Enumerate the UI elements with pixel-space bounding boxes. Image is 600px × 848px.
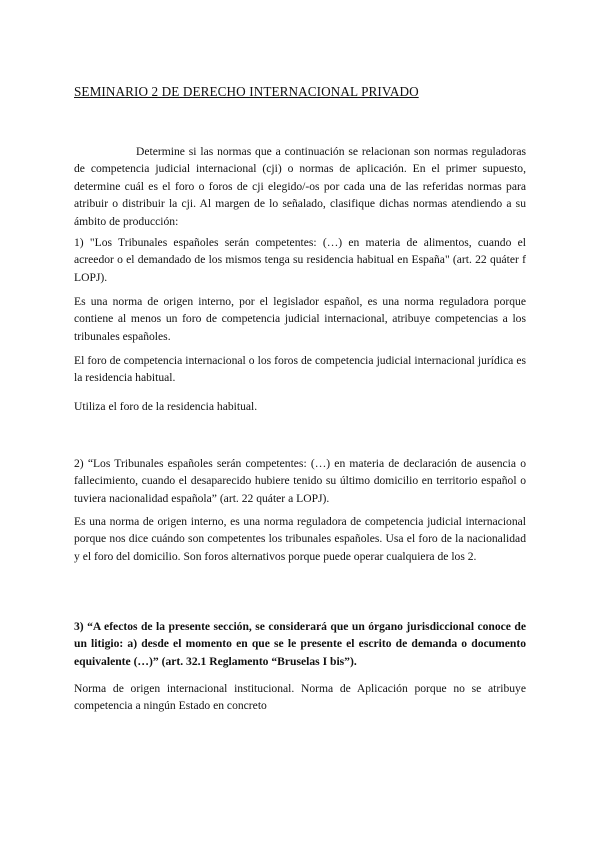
item-1-answer-2: El foro de competencia internacional o los foros de competencia judicial internacional jurídica es la residencia habitual.	[74, 354, 526, 385]
item-2-answer-1: Es una norma de origen interno, es una norma reguladora de competencia judicial internacional porque nos dice cuándo son competentes los tribunales españoles. Usa el foro de la nacionalidad y el foro del domicilio. Son foros alternativos porque puede operar cualquiera de los 2.	[74, 515, 526, 563]
intro-paragraph: Determine si las normas que a continuación se relacionan son normas reguladoras de competencia judicial internacional (cji) o normas de aplicación. En el primer supuesto, determine cuál es el foro o foros de cji elegido/-os por cada una de las referidas normas para atribuir o distribuir la cji. Al margen de lo señalado, clasifique dichas normas atendiendo a su ámbito de producción:	[74, 145, 526, 228]
item-1-answer-3: Utiliza el foro de la residencia habitual.	[74, 400, 258, 413]
page-title: SEMINARIO 2 DE DERECHO INTERNACIONAL PRIVADO	[74, 84, 419, 99]
item-2-statement: 2) “Los Tribunales españoles serán competentes: (…) en materia de declaración de ausencia o fallecimiento, cuando el desaparecido hubiere tenido su último domicilio en territorio español o tuviera nacionalidad española” (art. 22 quáter a LOPJ).	[74, 457, 526, 505]
item-1-answer-1: Es una norma de origen interno, por el legislador español, es una norma reguladora porque contiene al menos un foro de competencia judicial internacional, atribuye competencias a los tribunales españoles.	[74, 295, 526, 343]
item-3-statement: 3) “A efectos de la presente sección, se considerará que un órgano jurisdiccional conoce de un litigio: a) desde el momento en que se le presente el escrito de demanda o documento equivalente (…)” (art. 32.1 Reglamento “Bruselas I bis”).	[74, 620, 526, 668]
item-1-statement: 1) "Los Tribunales españoles serán competentes: (…) en materia de alimentos, cuando el acreedor o el demandado de los mismos tenga su residencia habitual en España" (art. 22 quáter f LOPJ).	[74, 236, 526, 284]
item-3-answer-1: Norma de origen internacional institucional. Norma de Aplicación porque no se atribuye competencia a ningún Estado en concreto	[74, 682, 526, 713]
